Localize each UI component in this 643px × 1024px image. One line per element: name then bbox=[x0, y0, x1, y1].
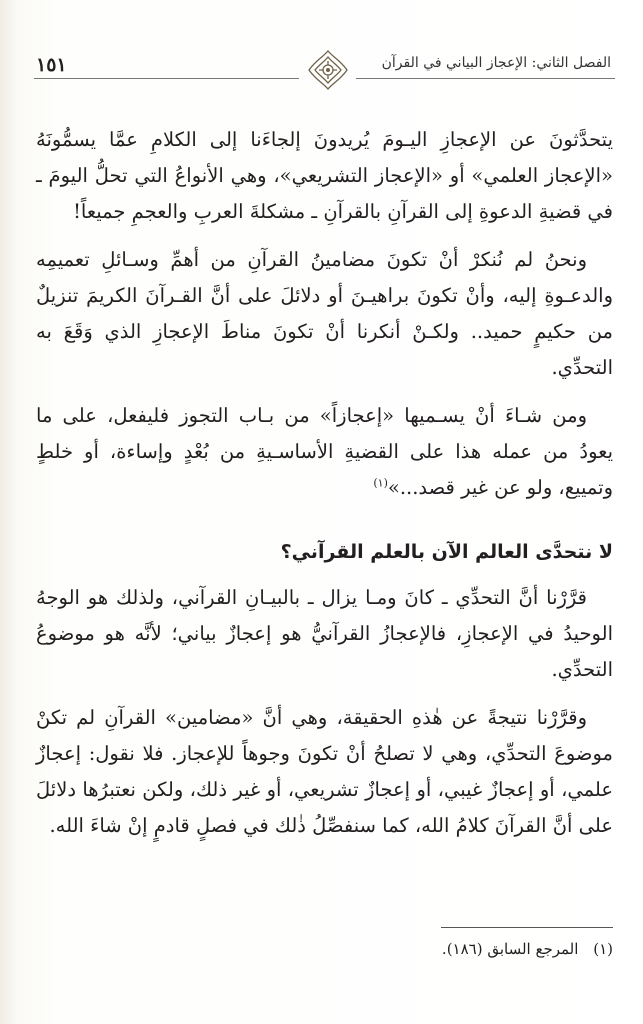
paragraph-1: يتحدَّثونَ عن الإعجازِ اليـومَ يُريدونَ إلجاءَنا إلى الكلامِ عمَّا يسمُّونَهُ «الإعجاز العلمي» أو «الإعجاز التشريعي»، وهي الأنواعُ التي تحلُّ اليومَ ـ في قضيةِ الدعوةِ إلى القرآنِ بالقرآنِ ـ مشكلةَ العربِ والعجمِ جميعاً! bbox=[36, 128, 613, 223]
running-title: الفصل الثاني: الإعجاز البياني في القرآن bbox=[381, 55, 611, 71]
paragraph-4: قرَّرْنا أنَّ التحدِّي ـ كانَ ومـا يزال ـ بالبيـانِ القرآني، ولذلك هو الوجهُ الوحيدُ في الإعجازِ، فالإعجازُ القرآنيُّ هو إعجازٌ بياني؛ لأنَّه هو موضوعُ التحدِّي. bbox=[36, 586, 613, 681]
paragraph-3 bbox=[36, 398, 613, 506]
page-number: ١٥١ bbox=[36, 54, 67, 76]
footnote-divider bbox=[441, 927, 613, 928]
header-rule-left bbox=[34, 78, 299, 79]
floral-ornament-icon bbox=[306, 48, 350, 92]
footnote bbox=[36, 940, 613, 958]
paragraph-3-text: ومن شـاءَ أنْ يسـميها «إعجازاً» من بـاب التجوز فليفعل، على ما يعودُ من عمله هذا على القضيةِ الأساسـيةِ من بُعْدٍ وإساءة، أو خلطٍ وتمييع، ولو عن غير قصد...» bbox=[36, 404, 613, 499]
footnote-text: المرجع السابق (١٨٦). bbox=[441, 940, 579, 958]
section-heading: لا نتحدَّى العالم الآن بالعلم القرآني؟ bbox=[280, 541, 613, 563]
paragraph-5: وقرَّرْنا نتيجةً عن هٰذهِ الحقيقة، وهي أنَّ «مضامين» القرآنِ لم تكنْ موضوعَ التحدِّي، وهي لا تصلحُ أنْ تكونَ وجوهاً للإعجاز. فلا نقول: إعجازٌ علمي، أو إعجازٌ غيبي، أو إعجازٌ تشريعي، أو غير ذلك، ولكن نعتبرُها دلائلَ على أنَّ القرآنَ كلامُ الله، كما سنفصِّلُ ذٰلك في فصلٍ قادمٍ إنْ شاءَ الله. bbox=[36, 706, 613, 837]
footnote-reference: (١) bbox=[373, 476, 388, 490]
header-rule-right bbox=[356, 78, 615, 79]
body-text bbox=[36, 122, 613, 856]
footnote-marker: (١) bbox=[593, 940, 613, 958]
paragraph-2: ونحنُ لم نُنكرْ أنْ تكونَ مضامينُ القرآنِ من أهمِّ وسـائلِ تعميمِه والدعـوةِ إليه، وأنْ تكونَ براهيـنَ أو دلائلَ على أنَّ القـرآنَ الكريمَ تنزيلٌ من حكيمٍ حميد.. ولكـنْ أنكرنا أنْ تكونَ مناطَ الإعجازِ الذي وَقَعَ به التحدِّي. bbox=[36, 248, 613, 379]
page-header bbox=[34, 44, 615, 96]
